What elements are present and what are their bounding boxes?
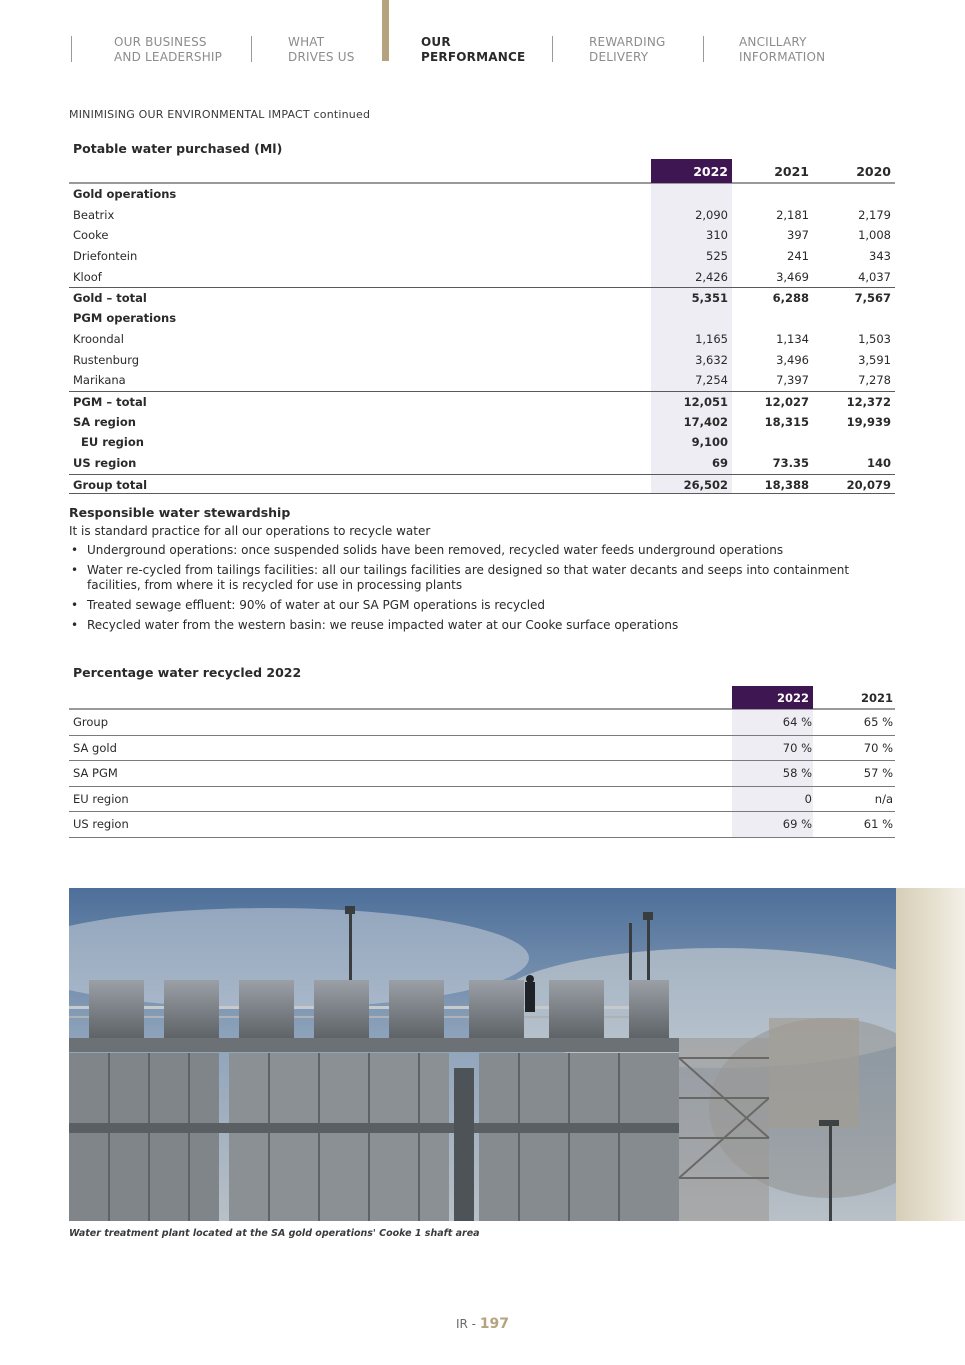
- recycled-table-title: Percentage water recycled 2022: [73, 665, 302, 680]
- row-label: PGM – total: [73, 394, 147, 409]
- row-label: Group: [73, 715, 109, 729]
- row-label: Marikana: [73, 373, 126, 388]
- row-label: EU region: [81, 435, 144, 450]
- cell-2022: 9,100: [691, 435, 728, 450]
- table-row: [69, 329, 895, 350]
- cell-2020: 1,008: [858, 228, 891, 243]
- row-label: Kroondal: [73, 331, 124, 346]
- section-kicker: MINIMISING OUR ENVIRONMENTAL IMPACT continued: [69, 108, 371, 121]
- row-label: EU region: [73, 791, 129, 806]
- table-row: [69, 225, 895, 246]
- cell-2022: 26,502: [683, 477, 728, 492]
- row-label: SA region: [73, 414, 136, 429]
- cell-2021: 18,388: [764, 477, 809, 492]
- photo-caption: Water treatment plant located at the SA gold operations' Cooke 1 shaft area: [69, 1228, 480, 1239]
- nav-separator: [552, 36, 553, 62]
- table-body: [69, 184, 895, 494]
- stewardship-title: Responsible water stewardship: [69, 505, 291, 520]
- nav-label: DRIVES US: [288, 50, 355, 64]
- row-label: US region: [73, 455, 137, 470]
- cell-2022: 64 %: [782, 715, 812, 729]
- nav-item-ancillary-information[interactable]: [739, 35, 825, 65]
- table-row: [69, 391, 895, 412]
- table-row: [69, 736, 895, 762]
- cell-2020: 1,503: [858, 331, 891, 346]
- cell-2020: 3,591: [858, 352, 891, 367]
- row-label: Gold operations: [73, 187, 177, 201]
- table-row: [69, 474, 895, 495]
- nav-item-rewarding-delivery[interactable]: [589, 35, 666, 65]
- nav-item-our-business[interactable]: [114, 35, 222, 65]
- stewardship-section: [69, 505, 899, 638]
- cell-2022: 5,351: [691, 291, 728, 306]
- cell-2020: 19,939: [846, 414, 891, 429]
- nav-separator: [703, 36, 704, 62]
- cell-2022: 3,632: [695, 352, 728, 367]
- table-header-row: [69, 686, 895, 710]
- table-row: [69, 761, 895, 787]
- header-2022: 2022: [651, 159, 732, 183]
- header-2021: 2021: [860, 691, 893, 705]
- nav-item-what-drives-us[interactable]: [288, 35, 355, 65]
- nav-label: WHAT: [288, 35, 325, 49]
- nav-label: AND LEADERSHIP: [114, 50, 223, 64]
- cell-2022: 58 %: [782, 766, 812, 781]
- row-label: Kloof: [73, 269, 102, 284]
- cell-2021: 70 %: [863, 740, 893, 755]
- row-label: Driefontein: [73, 249, 138, 264]
- potable-water-table: [69, 159, 895, 494]
- table-row: [69, 453, 895, 474]
- cell-2021: 61 %: [863, 817, 893, 832]
- cell-2020: 2,179: [858, 207, 891, 222]
- cell-2020: 140: [866, 455, 891, 470]
- row-label: SA gold: [73, 740, 117, 755]
- nav-label: PERFORMANCE: [421, 50, 526, 64]
- row-label: Cooke: [73, 228, 109, 243]
- nav-label: OUR: [421, 35, 451, 49]
- stewardship-intro: It is standard practice for all our operations to recycle water: [69, 524, 431, 538]
- row-label: Group total: [73, 477, 148, 492]
- cell-2021: 57 %: [863, 766, 893, 781]
- list-item: • Recycled water from the western basin: we reuse impacted water at our Cooke surface operations: [69, 618, 899, 633]
- table-row: [69, 370, 895, 391]
- table-row: [69, 812, 895, 838]
- nav-label: REWARDING: [589, 35, 666, 49]
- cell-2021: 6,288: [772, 291, 809, 306]
- row-label: Beatrix: [73, 207, 115, 222]
- cell-2021: 7,397: [776, 373, 809, 388]
- nav-item-our-performance[interactable]: [421, 35, 525, 65]
- header-2020: 2020: [856, 164, 891, 179]
- cell-2022: 12,051: [683, 394, 728, 409]
- cell-2021: 18,315: [764, 414, 809, 429]
- row-label: US region: [73, 817, 129, 832]
- table-row: [69, 350, 895, 371]
- cell-2021: 3,496: [776, 352, 809, 367]
- list-item: • Underground operations: once suspended solids have been removed, recycled water feeds underground operations: [69, 543, 899, 558]
- cell-2022: 69: [711, 455, 728, 470]
- recycled-water-table: [69, 686, 895, 838]
- cell-2022: 310: [706, 228, 728, 243]
- table-row: [69, 710, 895, 736]
- cell-2022: 69 %: [782, 817, 812, 832]
- cell-2020: 7,567: [854, 291, 891, 306]
- table-header-row: [69, 159, 895, 184]
- page-number: [0, 1316, 965, 1332]
- cell-2021: 2,181: [776, 207, 809, 222]
- cell-2020: 7,278: [858, 373, 891, 388]
- table-body: [69, 710, 895, 838]
- table-row: [69, 205, 895, 226]
- cell-2022: 0: [804, 791, 812, 806]
- table-row: [69, 787, 895, 813]
- cell-2021: 1,134: [776, 331, 809, 346]
- nav-label: DELIVERY: [589, 50, 649, 64]
- cell-2021: 3,469: [776, 269, 809, 284]
- stewardship-list: [69, 543, 899, 633]
- table-row: [69, 267, 895, 288]
- header-2021: 2021: [774, 164, 809, 179]
- header-2022: 2022: [732, 686, 813, 709]
- table-row: [69, 184, 895, 205]
- nav-separator: [71, 36, 72, 62]
- table-row: [69, 432, 895, 453]
- cell-2022: 525: [706, 249, 728, 264]
- list-item: • Treated sewage effluent: 90% of water at our SA PGM operations is recycled: [69, 598, 899, 613]
- cell-2021: 241: [787, 249, 809, 264]
- list-item: • Water re-cycled from tailings facilities: all our tailings facilities are designed so that water decants and seeps into containment facilities, from where it is recycled for use in processing plants: [69, 563, 899, 593]
- cell-2022: 17,402: [683, 414, 728, 429]
- nav-label: OUR BUSINESS: [114, 35, 207, 49]
- row-label: Rustenburg: [73, 352, 140, 367]
- cell-2021: 397: [787, 228, 809, 243]
- nav-active-indicator: [382, 0, 389, 61]
- row-label: PGM operations: [73, 311, 177, 326]
- cell-2021: 73.35: [772, 455, 809, 470]
- page-prefix: IR -: [455, 1317, 480, 1331]
- row-label: SA PGM: [73, 766, 118, 781]
- table-row: [69, 246, 895, 267]
- water-treatment-plant-photo: [69, 888, 965, 1221]
- cell-2021: 12,027: [764, 394, 809, 409]
- cell-2022: 2,426: [695, 269, 728, 284]
- cell-2021: 65 %: [863, 715, 893, 729]
- cell-2020: 12,372: [846, 394, 891, 409]
- cell-2022: 2,090: [695, 207, 728, 222]
- top-navigation: [0, 0, 965, 70]
- table-row: [69, 287, 895, 308]
- table-row: [69, 308, 895, 329]
- nav-label: INFORMATION: [739, 50, 826, 64]
- cell-2021: n/a: [874, 791, 893, 806]
- row-label: Gold – total: [73, 291, 147, 306]
- cell-2022: 1,165: [695, 331, 728, 346]
- cell-2022: 70 %: [782, 740, 812, 755]
- cell-2020: 4,037: [858, 269, 891, 284]
- table-row: [69, 412, 895, 433]
- photo-illustration: [69, 888, 896, 1221]
- cell-2020: 343: [869, 249, 891, 264]
- nav-separator: [251, 36, 252, 62]
- decorative-gold-strip: [896, 888, 965, 1221]
- page-number-value: 197: [479, 1316, 510, 1332]
- cell-2020: 20,079: [846, 477, 891, 492]
- potable-table-title: Potable water purchased (Ml): [73, 141, 283, 156]
- nav-label: ANCILLARY: [739, 35, 807, 49]
- cell-2022: 7,254: [695, 373, 728, 388]
